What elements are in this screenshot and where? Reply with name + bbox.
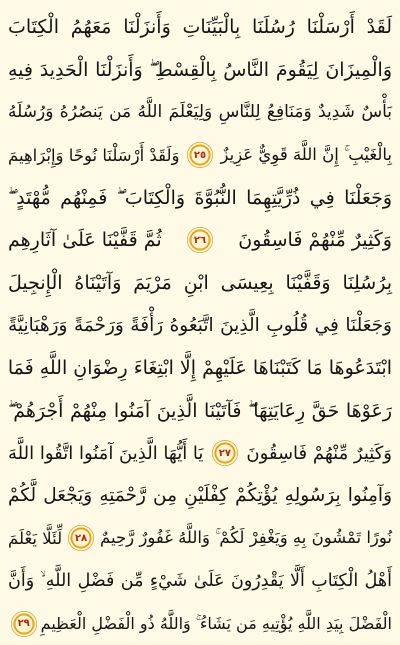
ayah-number-marker: ٢٦ (187, 227, 213, 253)
ayah-number-marker: ٢٩ (11, 611, 37, 637)
verse-text: ثُمَّ قَفَّيْنَا عَلَىٰ آثَارِهِم (8, 229, 162, 252)
verse-line (8, 49, 392, 92)
verse-text: الْفَضْلَ بِيَدِ اللَّهِ يُؤْتِيهِ مَن يَشَاءُ ۚ وَاللَّهُ ذُو الْفَضْلِ الْعَظِيمِ (40, 613, 392, 633)
verse-line (8, 389, 392, 432)
verse-line (8, 347, 392, 390)
ayah-number-marker: ٢٧ (212, 440, 238, 466)
verse-line (8, 602, 392, 645)
verse-text: لَقَدْ أَرْسَلْنَا رُسُلَنَا بِالْبَيِّنَاتِ وَأَنزَلْنَا مَعَهُمُ الْكِتَابَ (8, 16, 392, 39)
verse-line (8, 432, 392, 475)
verse-line (8, 262, 392, 305)
verse-text: وَجَعَلْنَا فِي قُلُوبِ الَّذِينَ اتَّبَعُوهُ رَأْفَةً وَرَحْمَةً وَرَهْبَانِيَّةً (8, 314, 392, 336)
verse-text: وَكَثِيرٌ مِّنْهُمْ فَاسِقُونَ (246, 442, 392, 464)
verse-line (8, 6, 392, 49)
verse-text: وَالْمِيزَانَ لِيَقُومَ النَّاسُ بِالْقِسْطِ ۖ وَأَنزَلْنَا الْحَدِيدَ فِيهِ (8, 58, 392, 81)
ayah-number-marker: ٢٥ (187, 142, 213, 168)
verse-line (8, 134, 392, 177)
verse-text: وَآمِنُوا بِرَسُولِهِ يُؤْتِكُمْ كِفْلَيْنِ مِن رَّحْمَتِهِ وَيَجْعَل لَّكُمْ (8, 485, 392, 507)
verse-text: نُورًا تَمْشُونَ بِهِ وَيَغْفِرْ لَكُمْ ۚ وَاللَّهُ غَفُورٌ رَّحِيمٌ (99, 528, 392, 548)
verse-text: لِّئَلَّا يَعْلَمَ (8, 528, 63, 548)
verse-text: بِالْغَيْبِ ۚ إِنَّ اللَّهَ قَوِيٌّ عَزِيزٌ (220, 145, 392, 165)
verse-text: بَأْسٌ شَدِيدٌ وَمَنَافِعُ لِلنَّاسِ وَلِيَعْلَمَ اللَّهُ مَن يَنصُرُهُ وَرُسُلَهُ (8, 102, 392, 123)
verse-line (8, 517, 392, 560)
verse-text: أَهْلُ الْكِتَابِ أَلَّا يَقْدِرُونَ عَلَىٰ شَيْءٍ مِّن فَضْلِ اللَّهِ ۙ وَأَنَّ (8, 571, 392, 592)
verse-line (8, 304, 392, 347)
verse-text: ابْتَدَعُوهَا مَا كَتَبْنَاهَا عَلَيْهِمْ إِلَّا ابْتِغَاءَ رِضْوَانِ اللَّهِ فَمَا (7, 357, 392, 380)
verse-line (8, 176, 392, 219)
verse-text: وَكَثِيرٌ مِّنْهُمْ فَاسِقُونَ (238, 229, 392, 252)
verse-text: بِرُسُلِنَا وَقَفَّيْنَا بِعِيسَى ابْنِ مَرْيَمَ وَآتَيْنَاهُ الْإِنجِيلَ (8, 271, 392, 294)
verse-text: وَجَعَلْنَا فِي ذُرِّيَّتِهِمَا النُّبُوَّةَ وَالْكِتَابَ ۖ فَمِنْهُم مُّهْتَدٍ ۖ (8, 186, 392, 209)
verse-text: يَا أَيُّهَا الَّذِينَ آمَنُوا اتَّقُوا اللَّهَ (8, 442, 204, 464)
verse-line (8, 475, 392, 518)
verse-text: رَعَوْهَا حَقَّ رِعَايَتِهَا ۖ فَآتَيْنَا الَّذِينَ آمَنُوا مِنْهُمْ أَجْرَهُمْ ۖ (8, 399, 392, 422)
verse-line (8, 219, 392, 262)
verse-line (8, 560, 392, 603)
verse-line (8, 91, 392, 134)
verse-text: وَلَقَدْ أَرْسَلْنَا نُوحًا وَإِبْرَاهِيمَ (8, 145, 180, 165)
ayah-number-marker: ٢٨ (68, 525, 94, 551)
